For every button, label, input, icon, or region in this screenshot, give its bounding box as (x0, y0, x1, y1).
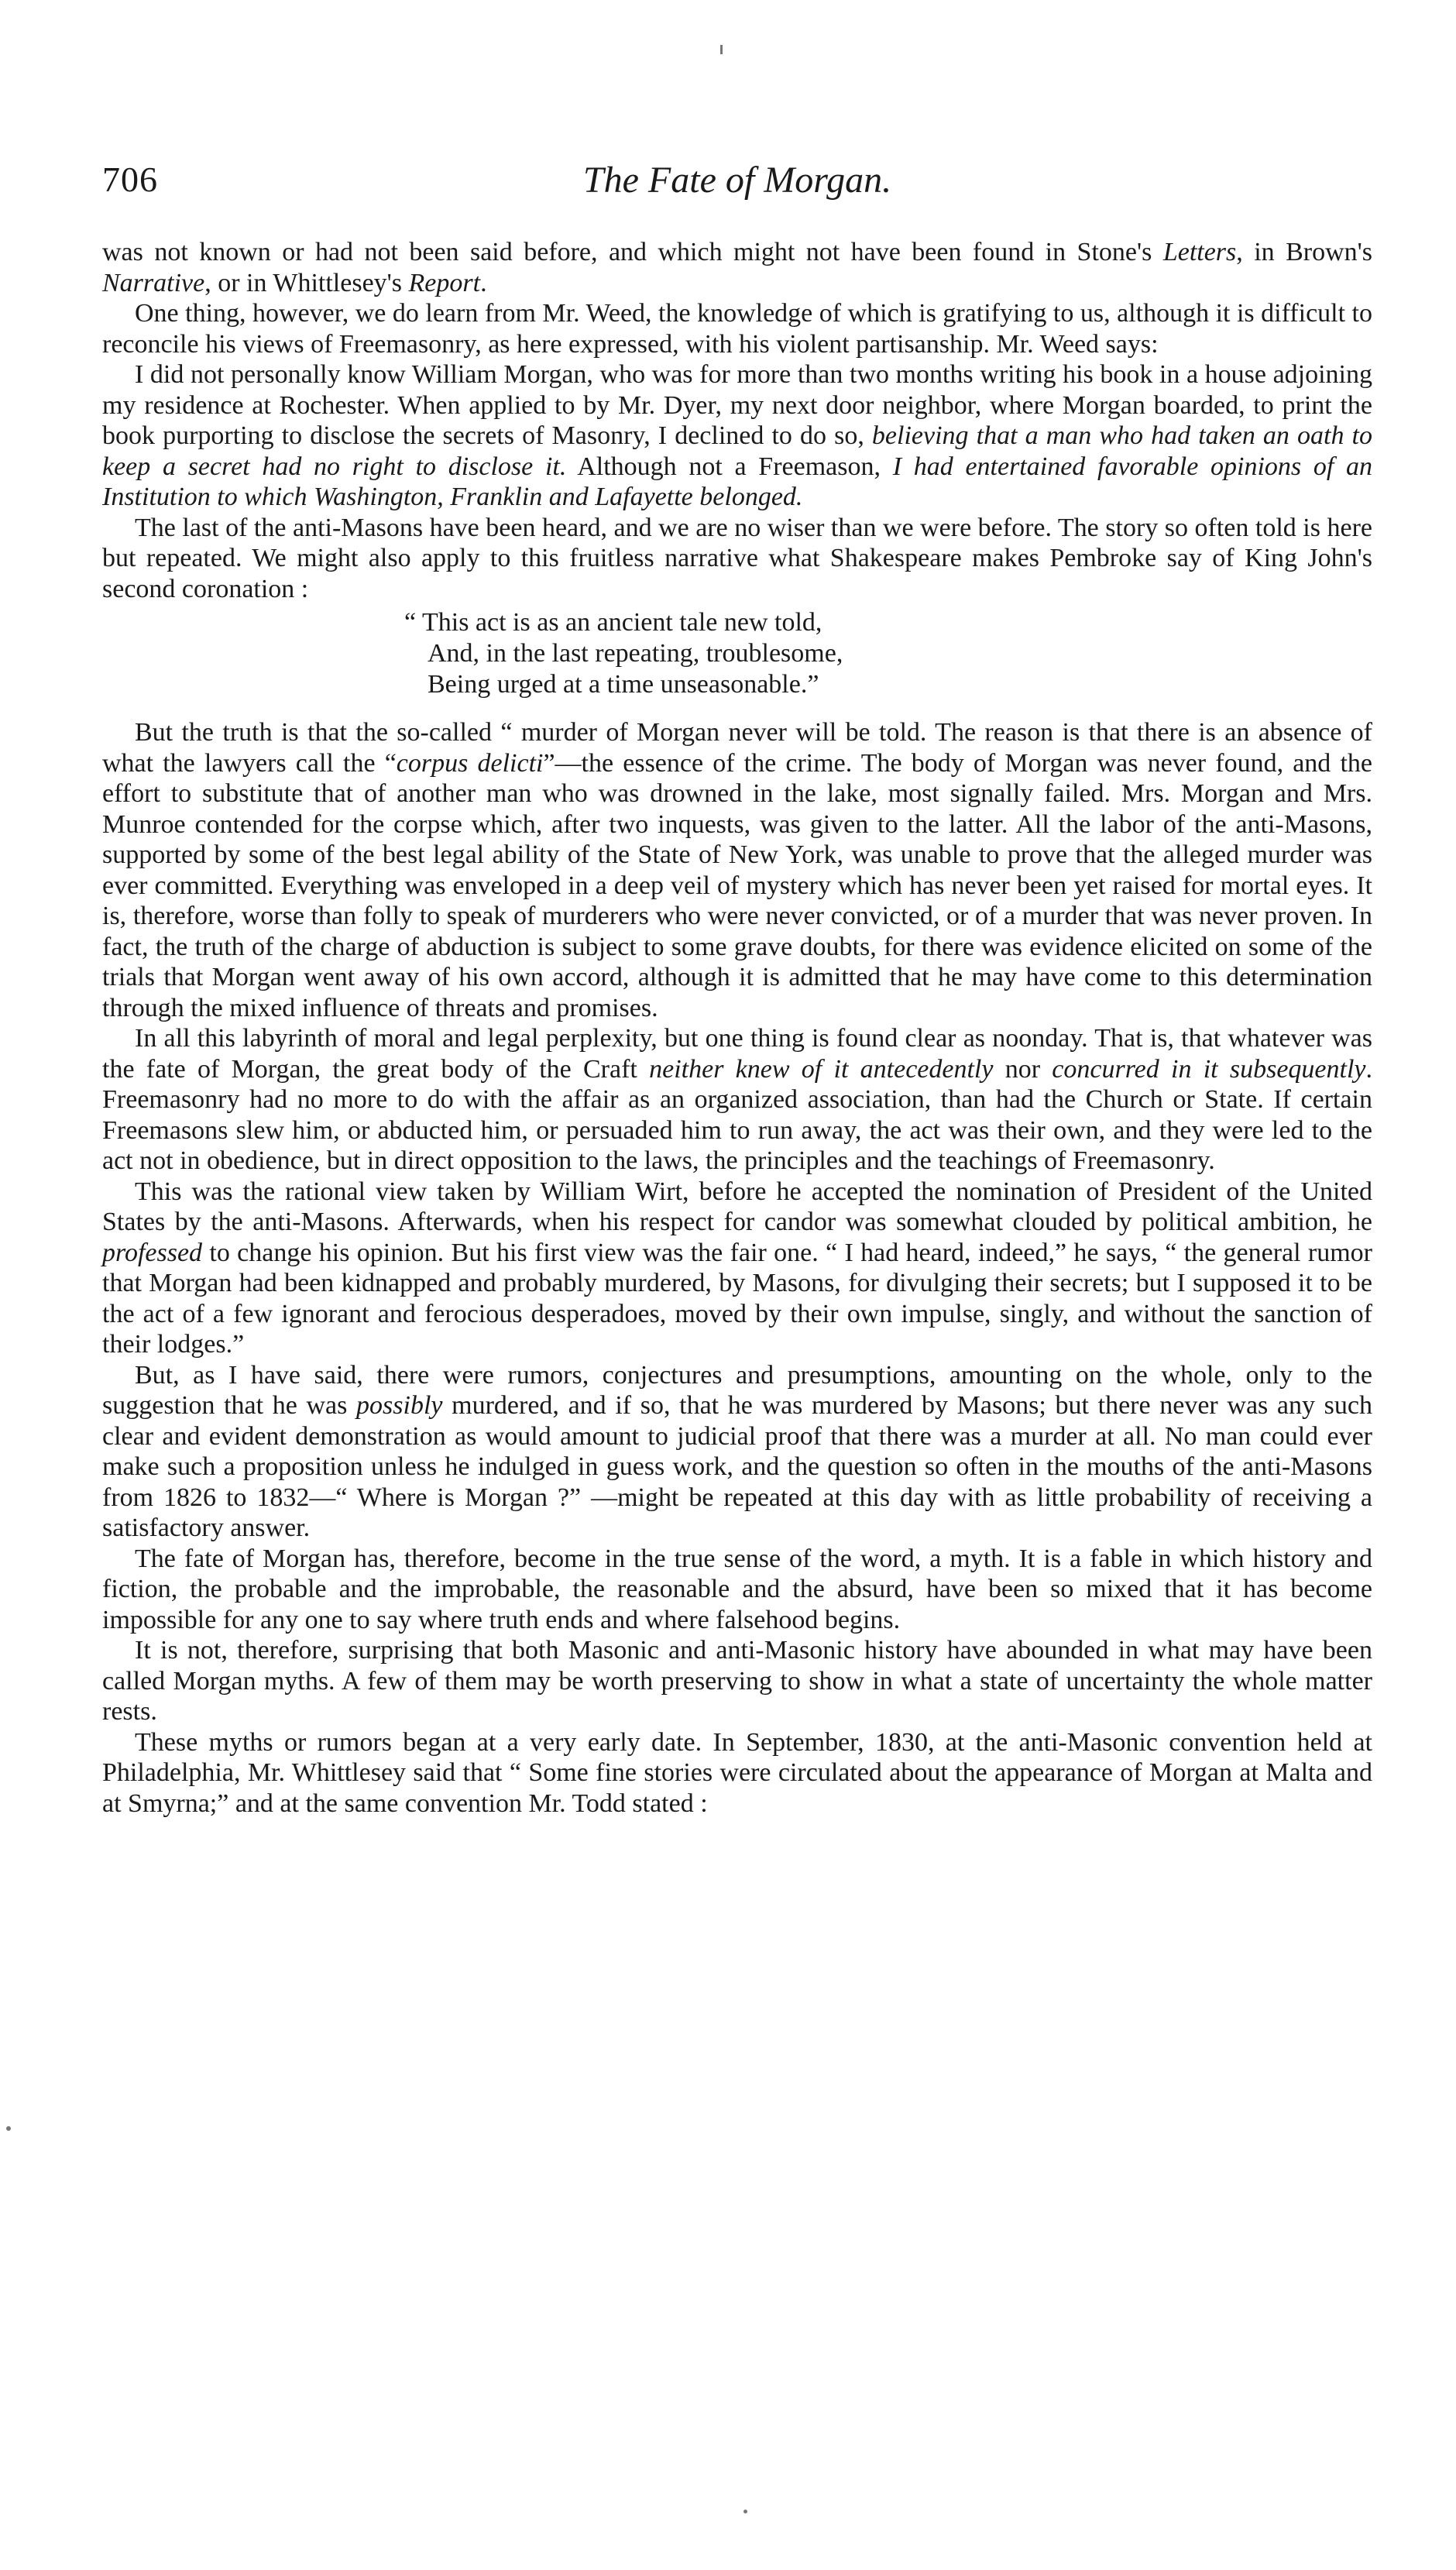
text-run: But the truth is that the so-called “ murder of Morgan never will be told. The reason is that there is an absence of what the lawyers call the “ (102, 718, 1372, 778)
text-run: . (480, 268, 487, 297)
emphasis: corpus delicti (396, 748, 544, 778)
page-number: 706 (102, 160, 158, 199)
body-text (102, 237, 1372, 1819)
quoted-paragraph (102, 359, 1372, 513)
paragraph (102, 1177, 1372, 1360)
text-run: , in Brown's (1236, 238, 1372, 266)
paragraph: The fate of Morgan has, therefore, become in the true sense of the word, a myth. It is a fable in which history and fiction, the probable and the improbable, the reasonable and the absurd, have been so mixed that it has become impossible for any one to say where truth ends and where falsehood begins. (102, 1544, 1372, 1634)
text-run: nor (993, 1054, 1053, 1084)
paragraph: The last of the anti-Masons have been heard, and we are no wiser than we were before. The story so often told is here but repeated. We might also apply to this fruitless narrative what Shakespeare makes Pembroke say of King John's second coronation : (102, 513, 1372, 603)
text-run: to change his opinion. But his first view was the fair one. “ I had heard, indeed,” he says, “ the general rumor that Morgan had been kidnapped and probably murdered, by Masons, for divulging their secrets; but I supposed it to be the act of a few ignorant and ferocious desperadoes, moved by their own impulse, singly, and without the sanction of their lodges.” (102, 1238, 1372, 1359)
emphasis: concurred in it subsequently (1052, 1054, 1366, 1084)
page-header (102, 159, 1372, 213)
text-run: . Freemasonry had no more to do with the affair as an organized association, than had the Church or State. If certain Freemasons slew him, or abducted him, or persuaded him to run away, the act was their own, and they were led to the act not in obedience, but in direct opposition to the laws, the principles and the teachings of Freemasonry. (102, 1054, 1373, 1175)
poem-line: And, in the last repeating, troublesome, (428, 639, 843, 668)
paragraph (102, 237, 1372, 298)
paragraph (102, 1023, 1372, 1177)
emphasis: possibly (356, 1391, 443, 1420)
book-title: Report (408, 268, 481, 297)
text-run: I did not personally know William Morgan, who was for more than two months writing his book in a house adjoining my residence at Rochester. When applied to by Mr. Dyer, my next door neighbor, where Morgan boarded, to print the book purporting to disclose the secrets of Masonry, I declined to do so, (102, 360, 1372, 450)
paragraph: One thing, however, we do learn from Mr. Weed, the knowledge of which is gratifying to us, although it is difficult to reconcile his views of Freemasonry, as here expressed, with his violent partisanship. Mr. Weed says: (102, 299, 1372, 359)
emphasis: I had entertained favorable opinions of an Institution to which Washington, Franklin and Lafayette belonged. (102, 452, 1372, 511)
poem-line: Being urged at a time unseasonable.” (428, 670, 819, 699)
scan-speck (720, 45, 723, 54)
emphasis: neither knew of it antecedently (649, 1054, 994, 1084)
scan-speck (6, 2126, 11, 2131)
poem-line: “ This act is as an ancient tale new told, (404, 608, 822, 637)
text-run: murdered, and if so, that he was murdered by Masons; but there never was any such clear and evident demonstration as would amount to judicial proof that there was a murder at all. No man could ever make such a proposition unless he indulged in guess work, and the question so often in the mouths of the anti-Masons from 1826 to 1832—“ Where is Morgan ?” —might be repeated at this day with as little probability of receiving a satisfactory answer. (102, 1391, 1372, 1542)
book-title: Narrative (102, 268, 205, 297)
text-run: ”—the essence of the crime. The body of Morgan was never found, and the effort to substitute that of another man who was drowned in the lake, most signally failed. Mrs. Morgan and Mrs. Munroe contended for the corpse which, after two inquests, was given to the latter. All the labor of the anti-Masons, supported by some of the best legal ability of the State of New York, was unable to prove that the alleged murder was ever committed. Everything was enveloped in a deep veil of mystery which has never been yet raised for mortal eyes. It is, therefore, worse than folly to speak of murderers who were never convicted, or of a murder that was never proven. In fact, the truth of the charge of abduction is subject to some grave doubts, for there was evidence elicited on some of the trials that Morgan went away of his own accord, although it is admitted that he may have come to this determination through the mixed influence of threats and promises. (102, 748, 1372, 1022)
text-run: In all this labyrinth of moral and legal perplexity, but one thing is found clear as noonday. That is, that whatever was the fate of Morgan, the great body of the Craft (102, 1024, 1372, 1084)
emphasis: believing that a man who had taken an oath to keep a secret had no right to disclose it. (102, 421, 1373, 481)
text-run: , or in Whittlesey's (204, 268, 409, 297)
book-title: Letters (1162, 238, 1237, 266)
scan-speck (743, 2510, 747, 2513)
paragraph (102, 1360, 1372, 1544)
text-run: Although not a Freemason, (566, 452, 893, 481)
paragraph (102, 717, 1372, 1023)
text-run: This was the rational view taken by William Wirt, before he accepted the nomination of President of the United States by the anti-Masons. Afterwards, when his respect for candor was somewhat clouded by political ambition, he (102, 1177, 1372, 1236)
text-run: was not known or had not been said before, and which might not have been found in Stone's (102, 238, 1163, 266)
emphasis: professed (102, 1238, 203, 1267)
paragraph: It is not, therefore, surprising that both Masonic and anti-Masonic history have abounded in what may have been called Morgan myths. A few of them may be worth preserving to show in what a state of uncertainty the whole matter rests. (102, 1636, 1372, 1726)
poem-quote (102, 607, 1372, 700)
text-run: But, as I have said, there were rumors, conjectures and presumptions, amounting on the whole, only to the suggestion that he was (102, 1360, 1372, 1420)
running-title: The Fate of Morgan. (582, 160, 892, 201)
paragraph: These myths or rumors began at a very early date. In September, 1830, at the anti-Masonic convention held at Philadelphia, Mr. Whittlesey said that “ Some fine stories were circulated about the appearance of Morgan at Malta and at Smyrna;” and at the same convention Mr. Todd stated : (102, 1727, 1372, 1818)
